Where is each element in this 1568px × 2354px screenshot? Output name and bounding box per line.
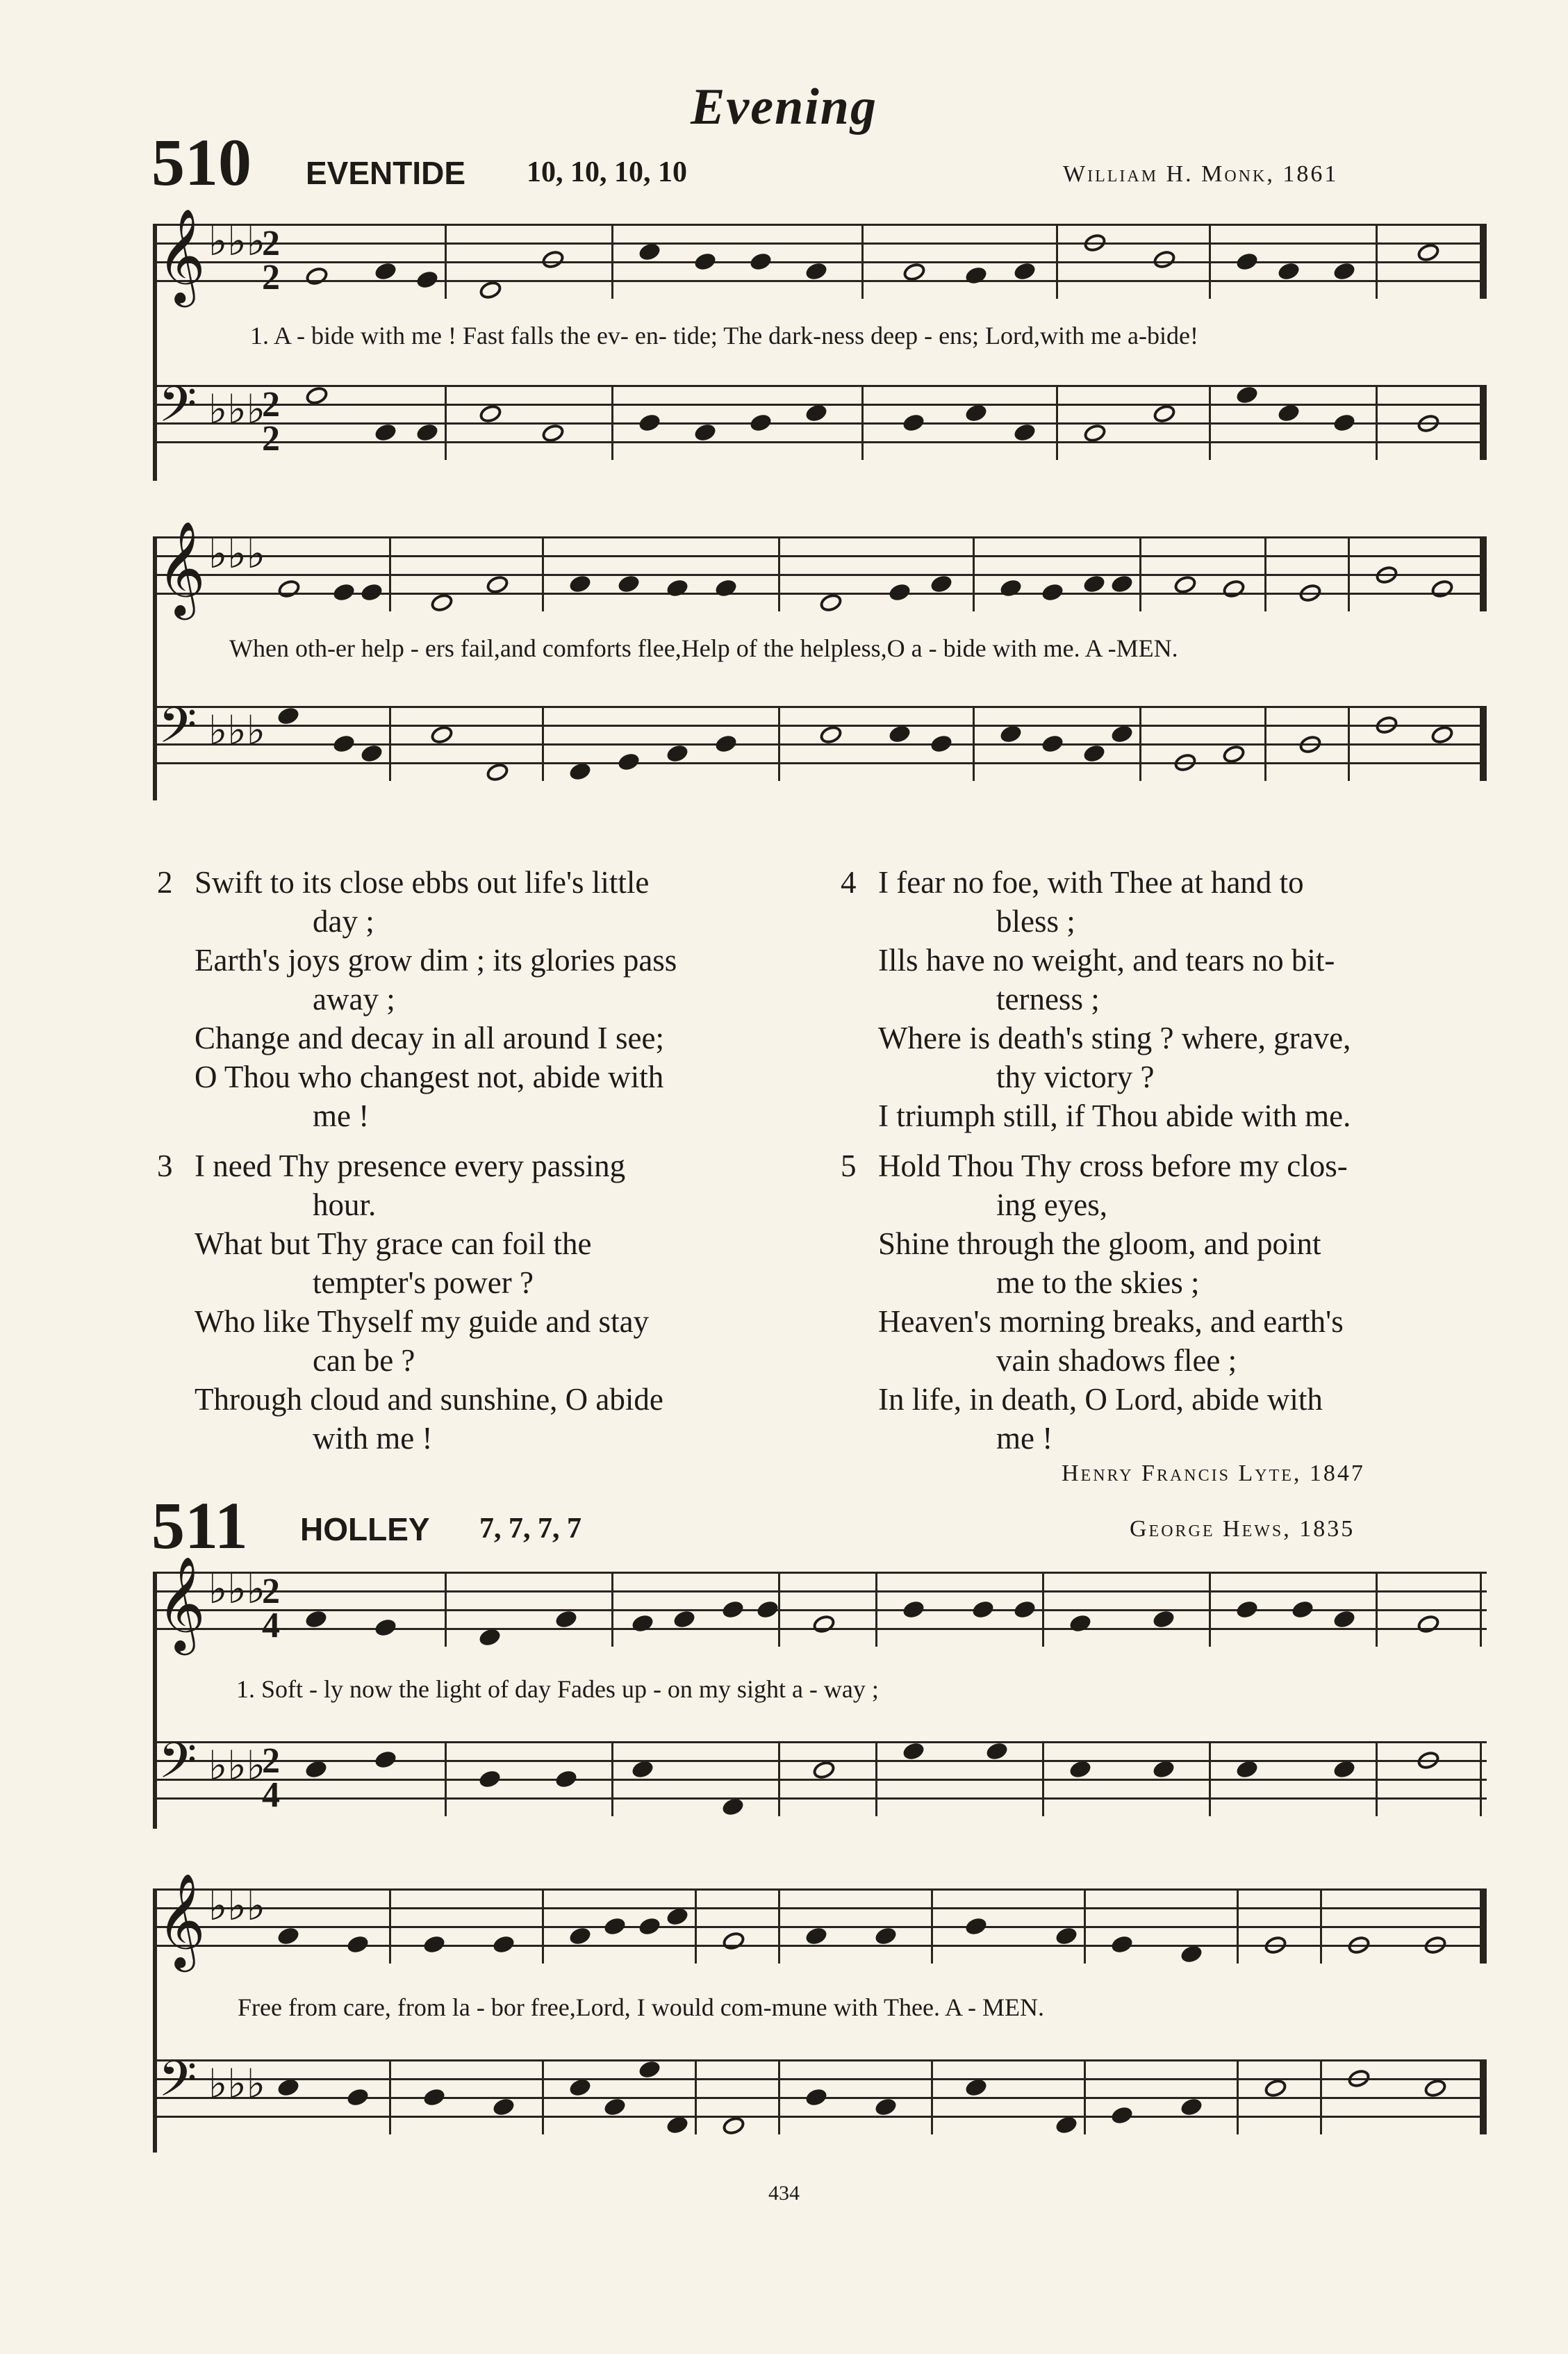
music-note	[672, 1608, 697, 1630]
music-note	[1179, 2096, 1204, 2118]
music-note	[491, 1934, 516, 1955]
music-note	[1040, 582, 1065, 603]
bass-staff	[153, 2050, 1487, 2134]
music-note	[415, 269, 440, 290]
music-note	[1172, 573, 1198, 596]
bar-line	[1264, 706, 1266, 781]
music-note	[873, 2096, 898, 2118]
music-note	[1109, 723, 1134, 745]
music-note	[1012, 261, 1037, 282]
music-note	[602, 1916, 627, 1937]
music-note	[1346, 1934, 1372, 1957]
bass-clef-icon: 𝄢	[158, 1732, 197, 1802]
music-note	[1332, 1759, 1357, 1780]
music-note	[637, 2059, 662, 2080]
music-note	[1082, 231, 1108, 254]
music-note	[540, 422, 566, 445]
music-note	[616, 573, 641, 595]
verses-right-column	[841, 863, 1503, 1469]
bar-line	[611, 1741, 613, 1816]
music-note	[1290, 1599, 1315, 1620]
music-note	[1082, 573, 1107, 595]
music-note	[811, 1759, 837, 1781]
music-note	[422, 1934, 447, 1955]
music-note	[901, 1599, 926, 1620]
bar-line	[778, 706, 780, 781]
bar-line	[1056, 385, 1058, 460]
music-note	[415, 422, 440, 443]
key-signature: ♭♭♭	[208, 2060, 266, 2107]
bar-line	[778, 1572, 780, 1647]
music-note	[1276, 261, 1301, 282]
music-note	[1221, 577, 1247, 600]
music-note	[1422, 1934, 1449, 1957]
bar-line	[1056, 224, 1058, 299]
music-note	[818, 723, 844, 746]
music-note	[477, 1627, 502, 1648]
music-note	[373, 1749, 398, 1770]
music-note	[484, 573, 511, 596]
bar-line	[1480, 1741, 1482, 1816]
music-note	[429, 591, 455, 614]
treble-staff	[153, 1555, 1487, 1651]
music-note	[1054, 2114, 1079, 2136]
music-note	[1040, 733, 1065, 755]
music-note	[929, 733, 954, 755]
key-signature: ♭♭♭	[208, 1565, 266, 1613]
bar-line	[778, 1888, 780, 1964]
music-note	[345, 2086, 370, 2108]
music-note	[713, 733, 738, 755]
music-note	[637, 241, 662, 263]
key-signature: ♭♭♭	[208, 217, 266, 265]
bar-line	[875, 1572, 877, 1647]
music-note	[540, 248, 566, 271]
music-note	[477, 402, 504, 425]
time-signature: 2 2	[262, 224, 280, 298]
music-system-510-2	[153, 520, 1487, 800]
music-note	[1262, 1934, 1289, 1957]
music-note	[1109, 2105, 1134, 2126]
music-note	[477, 279, 504, 302]
bar-line	[542, 536, 544, 611]
music-note	[1151, 1608, 1176, 1630]
music-note	[276, 1925, 301, 1947]
verse-4: 4 I fear no foe, with Thee at hand to bless ; Ills have no weight, and tears no bit- terness ; Where is death's sting ? where, grave, thy victory ? I triumph still, if Thou abide with me.	[841, 865, 1351, 1133]
music-note	[665, 743, 690, 764]
bass-clef-icon: 𝄢	[158, 697, 197, 766]
music-note	[720, 1929, 747, 1952]
music-note	[637, 412, 662, 434]
bar-line	[1042, 1572, 1044, 1647]
music-note	[665, 2114, 690, 2136]
bar-line	[861, 385, 864, 460]
music-note	[720, 1796, 745, 1818]
music-note	[804, 402, 829, 424]
music-note	[901, 1740, 926, 1762]
music-note	[637, 1916, 662, 1937]
music-note	[1415, 241, 1442, 264]
lyrics-line: When oth-er help - ers fail,and comforts flee,Help of the helpless,O a - bide with me. A -MEN.	[229, 634, 1178, 662]
music-note	[1262, 2077, 1289, 2100]
music-note	[998, 577, 1023, 599]
music-note	[1012, 1599, 1037, 1620]
music-note	[1415, 1749, 1442, 1772]
verse-2: 2 Swift to its close ebbs out life's little day ; Earth's joys grow dim ; its glories pass away ; Change and decay in all around I see; O Thou who changest not, abide with me !	[157, 865, 677, 1133]
bar-line	[1480, 706, 1487, 781]
music-note	[665, 577, 690, 599]
verses-author: Henry Francis Lyte, 1847	[1062, 1460, 1365, 1486]
music-note	[748, 412, 773, 434]
composer-510: William H. Monk, 1861	[1063, 161, 1339, 187]
music-note	[964, 402, 989, 424]
music-note	[1429, 723, 1455, 746]
music-note	[818, 591, 844, 614]
music-note	[804, 261, 829, 282]
bar-line	[861, 224, 864, 299]
bar-line	[778, 1741, 780, 1816]
hymn-number-511: 511	[151, 1488, 248, 1563]
key-signature: ♭♭♭	[208, 707, 266, 754]
music-note	[887, 723, 912, 745]
music-note	[713, 577, 738, 599]
bar-line	[695, 1888, 697, 1964]
bar-line	[1084, 1888, 1086, 1964]
music-note	[422, 2086, 447, 2108]
section-title: Evening	[691, 79, 877, 135]
meter-510: 10, 10, 10, 10	[527, 156, 687, 188]
music-note	[1012, 422, 1037, 443]
hymn-number-510: 510	[151, 125, 251, 199]
music-note	[1373, 563, 1400, 586]
music-note	[491, 2096, 516, 2118]
music-note	[1109, 573, 1134, 595]
music-note	[1179, 1943, 1204, 1965]
bar-line	[1480, 224, 1487, 299]
bar-line	[611, 224, 613, 299]
bar-line	[1376, 1572, 1378, 1647]
bar-line	[611, 385, 613, 460]
music-note	[1151, 248, 1178, 271]
music-note	[901, 412, 926, 434]
bar-line	[1348, 706, 1350, 781]
music-note	[1235, 251, 1260, 272]
music-note	[811, 1613, 837, 1636]
music-note	[901, 261, 927, 283]
music-note	[748, 251, 773, 272]
music-note	[304, 1759, 329, 1780]
bar-line	[542, 1888, 544, 1964]
bar-line	[973, 706, 975, 781]
music-note	[359, 743, 384, 764]
bar-line	[1209, 1741, 1211, 1816]
bass-staff	[153, 376, 1487, 460]
bar-line	[1376, 385, 1378, 460]
treble-staff	[153, 207, 1487, 303]
music-note	[429, 723, 455, 746]
music-note	[373, 422, 398, 443]
music-note	[1068, 1759, 1093, 1780]
music-note	[971, 1599, 996, 1620]
music-note	[568, 573, 593, 595]
music-note	[1346, 2067, 1372, 2090]
music-note	[276, 2077, 301, 2098]
time-signature: 2 2	[262, 385, 280, 459]
music-note	[359, 582, 384, 603]
music-note	[1082, 743, 1107, 764]
treble-clef-icon: 𝄞	[157, 520, 206, 616]
music-note	[720, 1599, 745, 1620]
music-note	[1297, 582, 1323, 604]
music-note	[1109, 1934, 1134, 1955]
bass-clef-icon: 𝄢	[158, 2050, 197, 2120]
music-note	[554, 1608, 579, 1630]
bar-line	[1320, 2059, 1322, 2134]
music-note	[1415, 412, 1442, 435]
bar-line	[389, 536, 391, 611]
music-note	[373, 1617, 398, 1638]
bar-line	[1480, 1572, 1482, 1647]
bar-line	[445, 1741, 447, 1816]
music-note	[1235, 1759, 1260, 1780]
meter-511: 7, 7, 7, 7	[479, 1513, 581, 1545]
bar-line	[611, 1572, 613, 1647]
music-note	[1422, 2077, 1449, 2100]
bar-line	[1480, 536, 1487, 611]
bar-line	[695, 2059, 697, 2134]
music-note	[568, 2077, 593, 2098]
bar-line	[778, 536, 780, 611]
bar-line	[542, 2059, 544, 2134]
music-note	[304, 265, 330, 288]
music-note	[964, 265, 989, 286]
music-note	[964, 1916, 989, 1937]
bar-line	[1376, 224, 1378, 299]
music-note	[1276, 402, 1301, 424]
music-note	[964, 2077, 989, 2098]
bar-line	[1209, 1572, 1211, 1647]
treble-staff	[153, 520, 1487, 616]
time-signature: 2 4	[262, 1572, 280, 1646]
time-signature: 2 4	[262, 1741, 280, 1816]
bar-line	[1209, 224, 1211, 299]
bar-line	[1264, 536, 1266, 611]
bar-line	[445, 224, 447, 299]
music-note	[630, 1613, 655, 1634]
bar-line	[1480, 2059, 1487, 2134]
music-note	[554, 1768, 579, 1790]
music-note	[887, 582, 912, 603]
music-note	[602, 2096, 627, 2118]
treble-clef-icon: 𝄞	[157, 1555, 206, 1651]
music-note	[1429, 577, 1455, 600]
music-note	[693, 251, 718, 272]
music-note	[1332, 412, 1357, 434]
music-note	[345, 1934, 370, 1955]
bar-line	[931, 2059, 933, 2134]
bar-line	[875, 1741, 877, 1816]
bar-line	[1042, 1741, 1044, 1816]
treble-clef-icon: 𝄞	[157, 1872, 206, 1968]
bass-staff	[153, 697, 1487, 781]
music-note	[998, 723, 1023, 745]
music-note	[616, 751, 641, 773]
music-note	[984, 1740, 1009, 1762]
key-signature: ♭♭♭	[208, 1742, 266, 1789]
music-note	[1054, 1925, 1079, 1947]
bar-line	[1084, 2059, 1086, 2134]
music-note	[1235, 1599, 1260, 1620]
music-note	[484, 761, 511, 784]
bar-line	[389, 706, 391, 781]
bar-line	[1237, 2059, 1239, 2134]
bar-line	[1480, 385, 1487, 460]
bass-clef-icon: 𝄢	[158, 376, 197, 445]
bar-line	[1376, 1741, 1378, 1816]
music-note	[276, 577, 302, 600]
treble-clef-icon: 𝄞	[157, 207, 206, 303]
music-system-511-1	[153, 1555, 1487, 1829]
verses-left-column	[157, 863, 820, 1469]
tune-name-510: EVENTIDE	[306, 155, 466, 191]
music-note	[873, 1925, 898, 1947]
lyrics-line: 1. Soft - ly now the light of day Fades up - on my sight a - way ;	[236, 1675, 879, 1703]
music-note	[1373, 714, 1400, 736]
music-note	[373, 261, 398, 282]
music-note	[1332, 1608, 1357, 1630]
music-system-511-2	[153, 1872, 1487, 2153]
key-signature: ♭♭♭	[208, 530, 266, 577]
bar-line	[1209, 385, 1211, 460]
verse-3: 3 I need Thy presence every passing hour. What but Thy grace can foil the tempter's power ? Who like Thyself my guide and stay can be ? Through cloud and sunshine, O abide with me !	[157, 1149, 663, 1456]
music-note	[304, 384, 330, 407]
bar-line	[1320, 1888, 1322, 1964]
page-number: 434	[768, 2182, 800, 2205]
bar-line	[389, 2059, 391, 2134]
bar-line	[973, 536, 975, 611]
bar-line	[445, 385, 447, 460]
bar-line	[778, 2059, 780, 2134]
bar-line	[1348, 536, 1350, 611]
key-signature: ♭♭♭	[208, 386, 266, 433]
music-note	[1415, 1613, 1442, 1636]
music-note	[276, 705, 301, 727]
music-note	[568, 1925, 593, 1947]
bar-line	[1480, 1888, 1487, 1964]
key-signature: ♭♭♭	[208, 1882, 266, 1929]
bar-line	[1139, 706, 1141, 781]
music-note	[1221, 743, 1247, 766]
music-note	[1297, 733, 1323, 756]
bass-staff	[153, 1732, 1487, 1816]
bar-line	[389, 1888, 391, 1964]
tune-name-511: HOLLEY	[300, 1511, 430, 1547]
verse-5: 5 Hold Thou Thy cross before my clos- ing eyes, Shine through the gloom, and point me to the skies ; Heaven's morning breaks, and earth's vain shadows flee ; In life, in death, O Lord, abide with me !	[841, 1149, 1348, 1456]
music-note	[1151, 402, 1178, 425]
music-note	[1082, 422, 1108, 445]
lyrics-line: 1. A - bide with me ! Fast falls the ev- en- tide; The dark-ness deep - ens; Lord,with me a-bide!	[250, 322, 1198, 349]
music-system-510-1	[153, 207, 1487, 481]
music-note	[693, 422, 718, 443]
bar-line	[542, 706, 544, 781]
treble-staff	[153, 1872, 1487, 1968]
bar-line	[931, 1888, 933, 1964]
music-note	[665, 1906, 690, 1927]
bar-line	[445, 1572, 447, 1647]
music-note	[1235, 384, 1260, 406]
music-note	[929, 573, 954, 595]
lyrics-line: Free from care, from la - bor free,Lord, I would com-mune with Thee. A - MEN.	[238, 1993, 1044, 2021]
music-note	[1172, 751, 1198, 774]
music-note	[755, 1599, 780, 1620]
bar-line	[1139, 536, 1141, 611]
music-note	[304, 1608, 329, 1630]
music-note	[331, 582, 356, 603]
music-note	[1068, 1613, 1093, 1634]
music-note	[1332, 261, 1357, 282]
music-note	[1151, 1759, 1176, 1780]
music-note	[630, 1759, 655, 1780]
music-note	[804, 2086, 829, 2108]
music-note	[331, 733, 356, 755]
composer-511: George Hews, 1835	[1130, 1516, 1355, 1542]
music-note	[477, 1768, 502, 1790]
music-note	[720, 2114, 747, 2137]
bar-line	[1237, 1888, 1239, 1964]
music-note	[568, 761, 593, 782]
music-note	[804, 1925, 829, 1947]
